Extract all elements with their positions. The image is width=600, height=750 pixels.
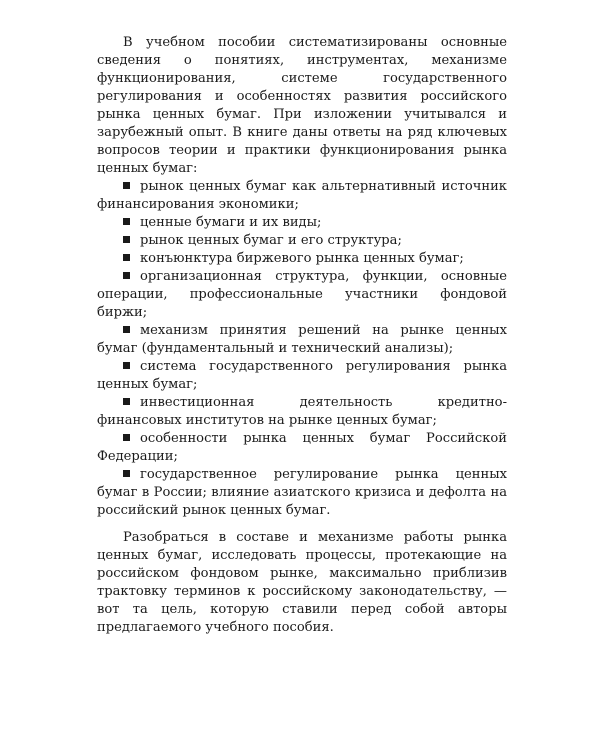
list-item	[97, 394, 507, 430]
square-bullet-icon	[123, 236, 130, 243]
list-item	[97, 430, 507, 466]
list-item	[97, 466, 507, 520]
square-bullet-icon	[123, 272, 130, 279]
list-item-text: система государственного регулирования рынка ценных бумаг;	[97, 359, 507, 392]
list-item-text: рынок ценных бумаг как альтернативный источник финансирования экономики;	[97, 179, 507, 212]
topics-list	[97, 178, 507, 520]
list-item	[97, 358, 507, 394]
intro-paragraph: В учебном пособии систематизированы основные сведения о понятиях, инструментах, механизме функционирования, системе государственного регулирования и особенностях развития российского рынка ценных бумаг. При изложении учитывался и зарубежный опыт. В книге даны ответы на ряд ключевых вопросов теории и практики функционирования рынка ценных бумаг:	[97, 35, 507, 176]
list-item	[97, 214, 507, 232]
square-bullet-icon	[123, 470, 130, 477]
list-item-text: особенности рынка ценных бумаг Российской Федерации;	[97, 431, 507, 464]
list-item-text: инвестиционная деятельность кредитно-финансовых институтов на рынке ценных бумаг;	[97, 395, 507, 428]
square-bullet-icon	[123, 398, 130, 405]
square-bullet-icon	[123, 362, 130, 369]
square-bullet-icon	[123, 182, 130, 189]
square-bullet-icon	[123, 434, 130, 441]
list-item-text: организационная структура, функции, основные операции, профессиональные участники фондовой биржи;	[97, 269, 507, 320]
list-item-text: рынок ценных бумаг и его структура;	[140, 233, 402, 248]
list-item	[97, 250, 507, 268]
square-bullet-icon	[123, 218, 130, 225]
list-item	[97, 178, 507, 214]
page-text	[97, 34, 507, 637]
square-bullet-icon	[123, 254, 130, 261]
square-bullet-icon	[123, 326, 130, 333]
list-item	[97, 268, 507, 322]
closing-paragraph: Разобраться в составе и механизме работы рынка ценных бумаг, исследовать процессы, протекающие на российском фондовом рынке, максимально приблизив трактовку терминов к российскому законодательству, — вот та цель, которую ставили перед собой авторы предлагаемого учебного пособия.	[97, 530, 507, 635]
list-item-text: государственное регулирование рынка ценных бумаг в России; влияние азиатского кризиса и дефолта на российский рынок ценных бумаг.	[97, 467, 507, 518]
list-item-text: конъюнктура биржевого рынка ценных бумаг;	[140, 251, 464, 266]
list-item-text: механизм принятия решений на рынке ценных бумаг (фундаментальный и технический анализы);	[97, 323, 507, 356]
list-item	[97, 322, 507, 358]
list-item-text: ценные бумаги и их виды;	[140, 215, 322, 230]
list-item	[97, 232, 507, 250]
